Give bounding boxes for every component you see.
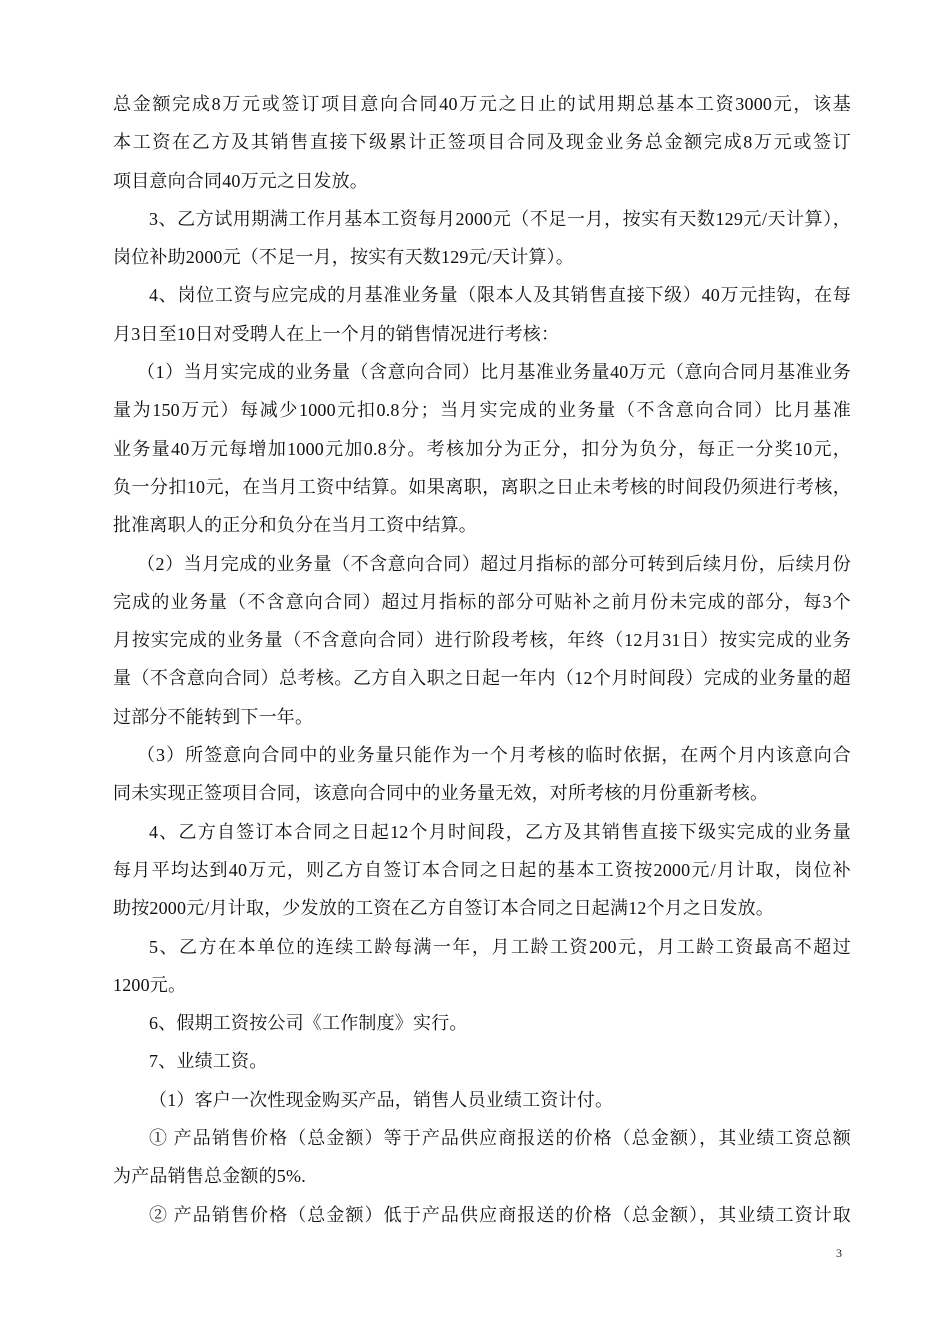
text-line: 1200元。 xyxy=(113,974,187,995)
text-line: （1）客户一次性现金购买产品，销售人员业绩工资计付。 xyxy=(149,1089,614,1110)
text-line: 项目意向合同40万元之日发放。 xyxy=(113,170,368,191)
text-line: 7、业绩工资。 xyxy=(149,1051,268,1072)
text-line: 4、乙方自签订本合同之日起12个月时间段，乙方及其销售直接下级实完成的业务量 xyxy=(149,821,851,842)
text-line: 完成的业务量（不含意向合同）超过月指标的部分可贴补之前月份未完成的部分，每3个 xyxy=(113,591,851,612)
text-line: ② 产品销售价格（总金额）低于产品供应商报送的价格（总金额），其业绩工资计取 xyxy=(149,1204,851,1225)
text-line: 每月平均达到40万元，则乙方自签订本合同之日起的基本工资按2000元/月计取，岗位补 xyxy=(113,859,851,880)
text-line: （2）当月完成的业务量（不含意向合同）超过月指标的部分可转到后续月份，后续月份 xyxy=(137,553,851,574)
text-line: 量为150万元）每减少1000元扣0.8分；当月实完成的业务量（不含意向合同）比月基准 xyxy=(113,400,851,421)
text-line: 月按实完成的业务量（不含意向合同）进行阶段考核，年终（12月31日）按实完成的业务 xyxy=(113,630,851,651)
text-line: 量（不含意向合同）总考核。乙方自入职之日起一年内（12个月时间段）完成的业务量的超 xyxy=(113,668,851,689)
text-line: 批准离职人的正分和负分在当月工资中结算。 xyxy=(113,515,477,536)
text-line: 月3日至10日对受聘人在上一个月的销售情况进行考核： xyxy=(113,323,560,344)
text-line: 6、假期工资按公司《工作制度》实行。 xyxy=(149,1013,468,1034)
text-line: 5、乙方在本单位的连续工龄每满一年，月工龄工资200元，月工龄工资最高不超过 xyxy=(149,936,851,957)
page-number: 3 xyxy=(836,1246,842,1260)
text-line: 助按2000元/月计取，少发放的工资在乙方自签订本合同之日起满12个月之日发放。 xyxy=(113,898,774,919)
text-line: 岗位补助2000元（不足一月，按实有天数129元/天计算）。 xyxy=(113,247,574,268)
text-line: 3、乙方试用期满工作月基本工资每月2000元（不足一月，按实有天数129元/天计算）， xyxy=(149,208,851,229)
document-body xyxy=(113,85,851,1234)
text-line: 业务量40万元每增加1000元加0.8分。考核加分为正分，扣分为负分，每正一分奖10元， xyxy=(113,438,851,459)
text-line: ① 产品销售价格（总金额）等于产品供应商报送的价格（总金额），其业绩工资总额 xyxy=(149,1128,851,1149)
text-line: 为产品销售总金额的5%. xyxy=(113,1166,306,1187)
text-line: 4、岗位工资与应完成的月基准业务量（限本人及其销售直接下级）40万元挂钩，在每 xyxy=(149,285,851,306)
text-line: （3）所签意向合同中的业务量只能作为一个月考核的临时依据，在两个月内该意向合 xyxy=(137,745,851,766)
text-line: 过部分不能转到下一年。 xyxy=(113,706,314,727)
text-line: 同未实现正签项目合同，该意向合同中的业务量无效，对所考核的月份重新考核。 xyxy=(113,783,769,804)
text-line: （1）当月实完成的业务量（含意向合同）比月基准业务量40万元（意向合同月基准业务 xyxy=(137,362,851,383)
text-line: 本工资在乙方及其销售直接下级累计正签项目合同及现金业务总金额完成8万元或签订 xyxy=(113,132,851,153)
text-line: 总金额完成8万元或签订项目意向合同40万元之日止的试用期总基本工资3000元，该基 xyxy=(113,94,851,114)
text-line: 负一分扣10元，在当月工资中结算。如果离职，离职之日止未考核的时间段仍须进行考核， xyxy=(113,476,851,497)
